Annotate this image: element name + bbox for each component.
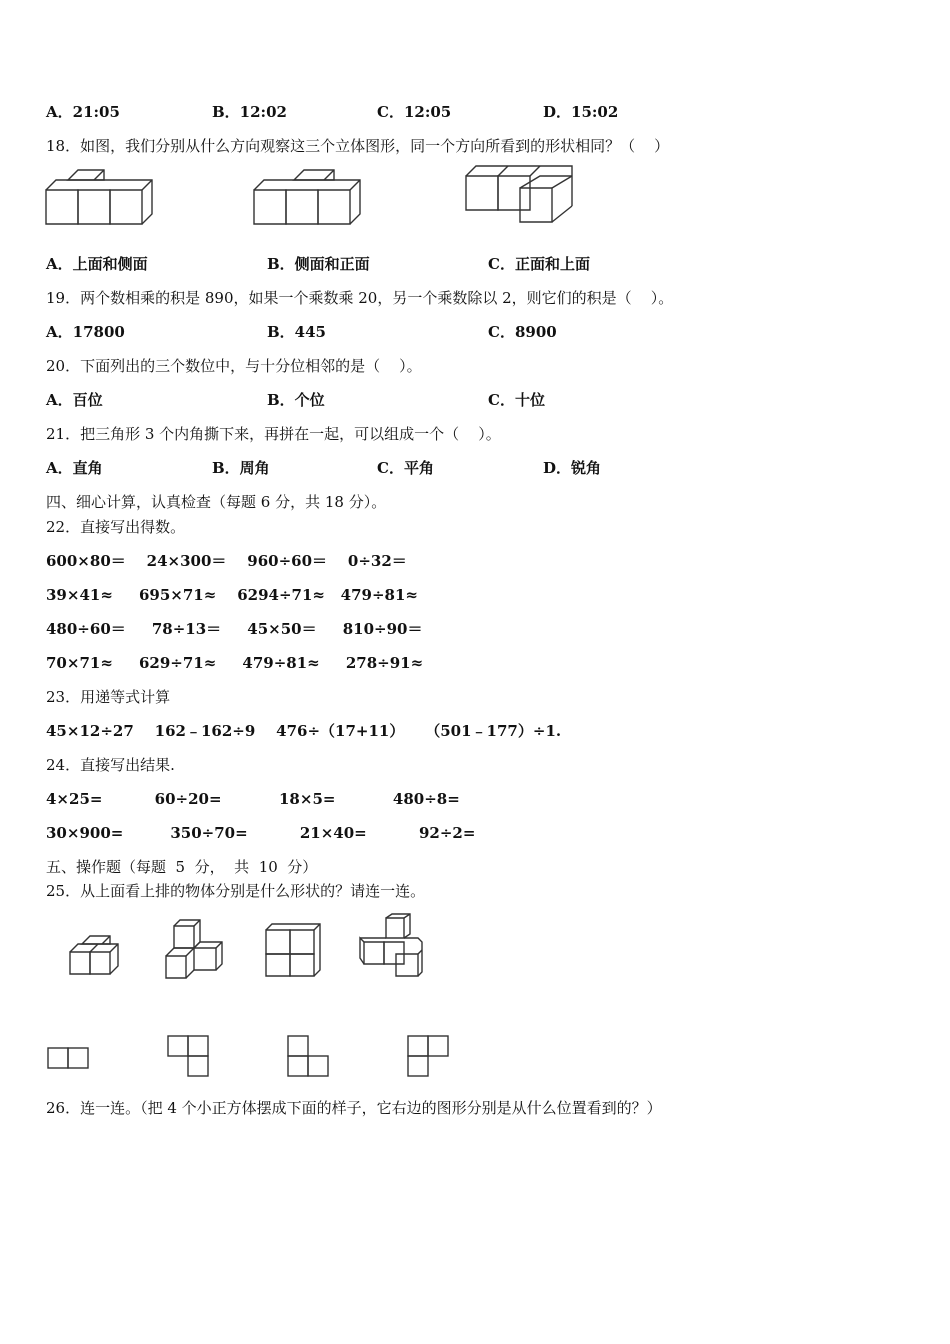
- q25-solid-3: [262, 920, 324, 980]
- section-4-heading: 四、细心计算，认真检查（每题 6 分，共 18 分）。: [46, 493, 387, 511]
- q20-option-a: A．百位: [46, 391, 103, 409]
- q18-figure-3: [464, 164, 579, 230]
- q25-solid-2: [160, 918, 228, 982]
- q17-option-b: B．12:02: [212, 103, 287, 121]
- q25-view-1: [46, 1046, 92, 1072]
- q21-option-a: A．直角: [46, 459, 103, 477]
- q20-option-c: C．十位: [488, 391, 545, 409]
- q21-option-b: B．周角: [212, 459, 270, 477]
- q25-question: 25．从上面看上排的物体分别是什么形状的？请连一连。: [46, 882, 426, 900]
- q25-view-3: [286, 1034, 332, 1080]
- q24-row-2: 30×900= 350÷70= 21×40= 92÷2=: [46, 824, 476, 842]
- q18-option-c: C．正面和上面: [488, 255, 590, 273]
- q25-solid-4: [356, 912, 426, 980]
- q19-question: 19．两个数相乘的积是 890，如果一个乘数乘 20，另一个乘数除以 2，则它们的积是（ ）。: [46, 289, 674, 307]
- q25-solid-1: [66, 932, 126, 978]
- q17-option-a: A．21:05: [46, 103, 120, 121]
- section-5-heading: 五、操作题（每题 5 分， 共 10 分）: [46, 858, 318, 876]
- q19-option-c: C．8900: [488, 323, 557, 341]
- q22-row-3: 480÷60＝ 78÷13＝ 45×50＝ 810÷90＝: [46, 620, 423, 638]
- q19-option-b: B．445: [267, 323, 326, 341]
- q18-option-b: B．侧面和正面: [267, 255, 370, 273]
- q19-option-a: A．17800: [46, 323, 125, 341]
- q18-option-a: A．上面和侧面: [46, 255, 148, 273]
- q18-figure-2: [252, 168, 367, 230]
- q24-question: 24．直接写出结果.: [46, 756, 175, 774]
- q22-row-4: 70×71≈ 629÷71≈ 479÷81≈ 278÷91≈: [46, 654, 424, 672]
- q22-row-1: 600×80＝ 24×300＝ 960÷60＝ 0÷32＝: [46, 552, 407, 570]
- q17-option-c: C．12:05: [377, 103, 452, 121]
- q22-row-2: 39×41≈ 695×71≈ 6294÷71≈ 479÷81≈: [46, 586, 418, 604]
- q17-option-d: D．15:02: [543, 103, 619, 121]
- q23-question: 23．用递等式计算: [46, 688, 171, 706]
- q18-figure-1: [44, 168, 159, 230]
- q26-question: 26．连一连。（把 4 个小正方体摆成下面的样子，它右边的图形分别是从什么位置看到的？）: [46, 1099, 662, 1117]
- q24-row-1: 4×25= 60÷20= 18×5= 480÷8=: [46, 790, 460, 808]
- q21-option-c: C．平角: [377, 459, 434, 477]
- q21-question: 21．把三角形 3 个内角撕下来，再拼在一起，可以组成一个（ ）。: [46, 425, 501, 443]
- q25-view-4: [406, 1034, 452, 1080]
- q22-question: 22．直接写出得数。: [46, 518, 186, 536]
- q20-question: 20．下面列出的三个数位中，与十分位相邻的是（ ）。: [46, 357, 422, 375]
- q20-option-b: B．个位: [267, 391, 325, 409]
- q21-option-d: D．锐角: [543, 459, 602, 477]
- q25-view-2: [166, 1034, 212, 1080]
- q23-expressions: 45×12÷27 162﹣162÷9 476÷（17+11） （501﹣177）÷1.: [46, 722, 562, 740]
- q18-question: 18．如图，我们分别从什么方向观察这三个立体图形，同一个方向所看到的形状相同？（ ）: [46, 137, 670, 155]
